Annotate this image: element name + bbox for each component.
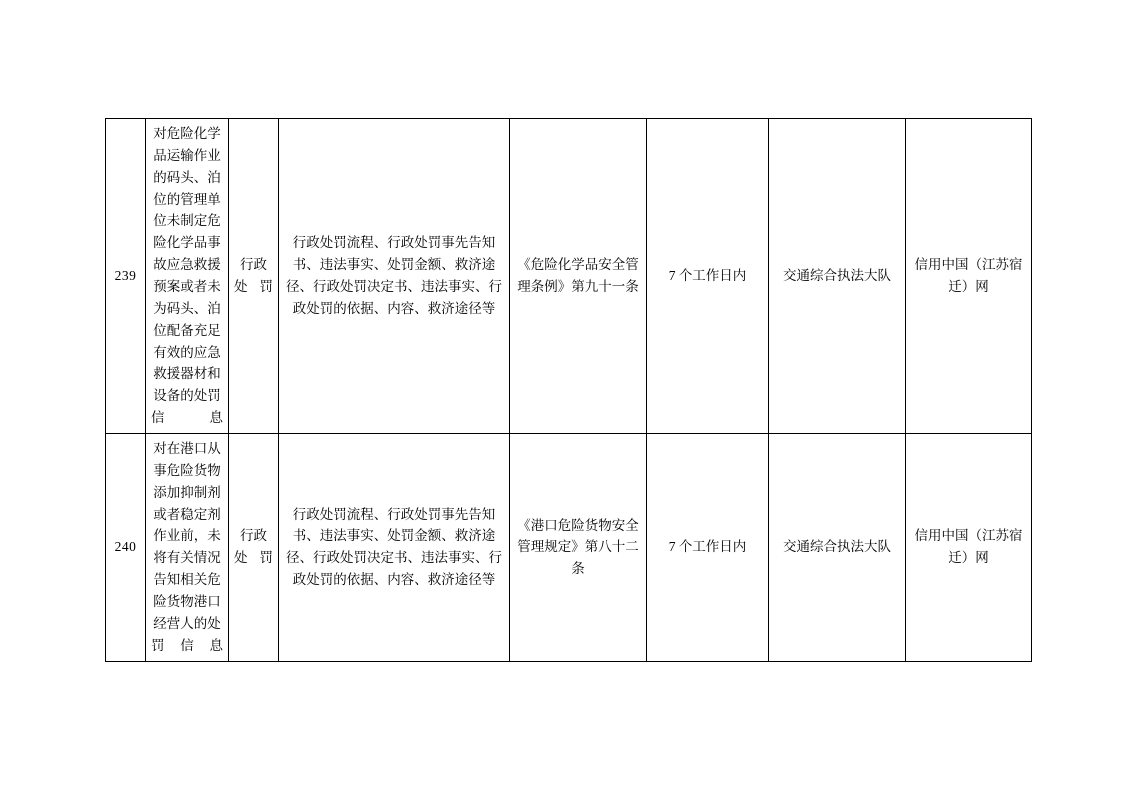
row-index: 239 [106,119,146,434]
table-row [106,434,1032,662]
row-index: 240 [106,434,146,662]
legal-basis: 《港口危险货物安全管理规定》第八十二条 [510,434,647,662]
item-category: 行政处罚 [229,434,279,662]
time-limit: 7 个工作日内 [647,434,769,662]
legal-basis: 《危险化学品安全管理条例》第九十一条 [510,119,647,434]
time-limit: 7 个工作日内 [647,119,769,434]
table-row [106,119,1032,434]
item-category: 行政处罚 [229,119,279,434]
item-name: 对危险化学品运输作业的码头、泊位的管理单位未制定危险化学品事故应急救援预案或者未为码头、泊位配备充足有效的应急救援器材和设备的处罚信息 [146,119,229,434]
administrative-penalty-table [105,118,1032,662]
publish-website: 信用中国（江苏宿迁）网 [906,434,1032,662]
item-content: 行政处罚流程、行政处罚事先告知书、违法事实、处罚金额、救济途径、行政处罚决定书、违法事实、行政处罚的依据、内容、救济途径等 [279,434,510,662]
item-name: 对在港口从事危险货物添加抑制剂或者稳定剂作业前，未将有关情况告知相关危险货物港口经营人的处罚信息 [146,434,229,662]
item-content: 行政处罚流程、行政处罚事先告知书、违法事实、处罚金额、救济途径、行政处罚决定书、违法事实、行政处罚的依据、内容、救济途径等 [279,119,510,434]
publish-website: 信用中国（江苏宿迁）网 [906,119,1032,434]
table-container [105,118,1031,662]
responsible-department: 交通综合执法大队 [769,119,906,434]
responsible-department: 交通综合执法大队 [769,434,906,662]
